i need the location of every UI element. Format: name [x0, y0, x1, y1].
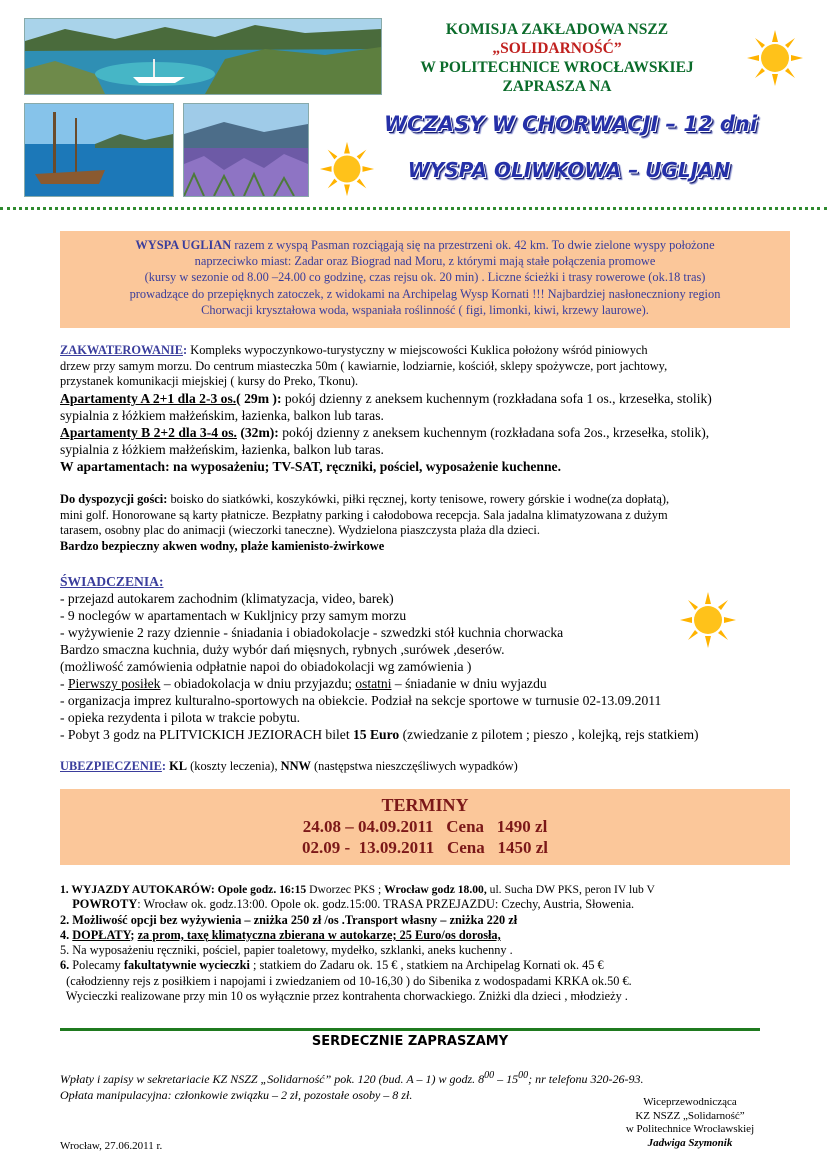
payment-phone: ; nr telefonu 320-26-93. [528, 1072, 644, 1086]
info-text: ; statkiem do Zadaru ok. 15 € , statkiem na Archipelag Kornati ok. 45 € [249, 958, 604, 973]
payment-line: – 15 [494, 1072, 519, 1086]
meal-prefix: - [60, 676, 68, 691]
amenities-safety: Bardzo bezpieczny akwen wodny, plaże kamienisto-żwirkowe [60, 538, 385, 553]
org-line: KOMISJA ZAKŁADOWA NSZZ [445, 21, 669, 38]
info-num: 6. [60, 958, 73, 973]
info-extra-fees-label: DOPŁATY [72, 927, 131, 942]
info-text: Polecamy [72, 958, 124, 973]
info-sep: ; [130, 927, 138, 942]
apartment-a-line2: sypialnia z łóżkiem małżeńskim, łazienka, balkon lub taras. [60, 407, 384, 423]
service-item: - opieka rezydenta i pilota w trakcie pobytu. [60, 710, 301, 725]
title-trip: WCZASY W CHORWACJI – 12 dni [384, 112, 758, 136]
photo-bay [24, 18, 382, 95]
signature-name: Jadwiga Szymonik [647, 1136, 733, 1149]
sun-icon [318, 140, 376, 198]
info-extra-fees-text: za prom, taxę klimatyczna zbierana w autokarze; 25 Euro/os dorosła, [137, 927, 501, 942]
info-excursions-label: fakultatywnie wycieczki [123, 958, 250, 973]
photo-lavender [183, 103, 309, 197]
services-section [60, 573, 795, 743]
meal-end: – śniadanie w dniu wyjazdu [391, 676, 547, 691]
dates-title: TERMINY [381, 795, 469, 815]
photo-sailboat [24, 103, 174, 197]
info-excursions-note: Wycieczki realizowane przy min 10 os wyłącznie przez kontrahenta chorwackiego. Zniżki dla dzieci , młodzieży . [60, 989, 628, 1004]
info-departure-wroclaw: Wrocław godz 18.00, [384, 883, 487, 896]
org-line: ZAPRASZA NA [502, 78, 612, 95]
insurance-kl-text: (koszty leczenia), [187, 759, 281, 773]
info-text: ul. Sucha DW PKS, peron IV lub V [486, 883, 655, 896]
amenities-line: tarasem, osobny plac do animacji (wieczorki taneczne). Wydzielona piaszczysta plaża dla dzieci. [60, 523, 540, 538]
plitvice-prefix: - Pobyt 3 godz na PLITVICKICH JEZIORACH bilet [60, 727, 353, 742]
insurance-heading: UBEZPIECZENIE [60, 759, 162, 773]
signature-line: Wiceprzewodnicząca [643, 1096, 737, 1108]
footer-divider [60, 1028, 760, 1031]
closing-invitation: SERDECZNIE ZAPRASZAMY [311, 1034, 509, 1049]
header-divider [0, 207, 827, 210]
intro-line: prowadzące do przepięknych zatoczek, z widokami na Archipelag Wysp Kornati !!! Najbardziej nasłoneczniony region [129, 286, 721, 301]
info-returns-label: POWROTY [60, 897, 138, 912]
intro-line: razem z wyspą Pasman rozciągają się na przestrzeni ok. 42 km. To dwie zielone wyspy położone [231, 238, 715, 252]
amenities-line: mini golf. Honorowane są karty płatnicze. Bezpłatny parking i całodobowa recepcja. Sala jadalna klimatyzowana z dużym [60, 507, 668, 522]
accommodation-heading: ZAKWATEROWANIE [60, 343, 184, 357]
service-item: - organizacja imprez kulturalno-sportowych na obiekcie. Podział na sekcje sportowe w turnusie 02-13.09.2011 [60, 693, 662, 708]
signature-line: w Politechnice Wrocławskiej [625, 1123, 755, 1135]
info-text: Dworzec PKS ; [306, 883, 385, 896]
signature-block [600, 1096, 780, 1150]
info-num: 1. [60, 883, 72, 896]
info-list [60, 882, 800, 1004]
info-departure-opole: WYJAZDY AUTOKARÓW: Opole godz. 16:15 [71, 883, 307, 896]
payment-fee: Opłata manipulacyjna: członkowie związku – 2 zł, pozostałe osoby – 8 zł. [60, 1088, 413, 1102]
document-date: Wrocław, 27.06.2011 r. [60, 1140, 163, 1152]
apartment-b-label: Apartamenty B 2+2 dla 3-4 os. [60, 424, 237, 440]
apartment-a-size: ( 29m ): [236, 390, 282, 406]
info-num: 4. [60, 927, 73, 942]
meal-last: ostatni [355, 676, 392, 691]
insurance-kl: KL [166, 759, 188, 773]
apartment-b-text: pokój dzienny z aneksem kuchennym (rozkładana sofa 2os., krzesełka, stolik), [278, 424, 710, 440]
apartment-b-line2: sypialnia z łóżkiem małżeńskim, łazienka, balkon lub taras. [60, 441, 384, 457]
accommodation-colon: : [183, 343, 188, 357]
plitvice-suffix: (zwiedzanie z pilotem ; pieszo , kolejką, rejs statkiem) [399, 727, 699, 742]
service-item: - przejazd autokarem zachodnim (klimatyzacja, video, barek) [60, 591, 394, 606]
payment-line: Wpłaty i zapisy w sekretariacie KZ NSZZ „Solidarność” pok. 120 (bud. A – 1) w godz. 8 [60, 1072, 485, 1086]
sun-icon [745, 28, 805, 88]
accommodation-section [60, 343, 795, 475]
service-item: (możliwość zamówienia odpłatnie napoi do obiadokolacji wg zamówienia ) [60, 659, 472, 674]
insurance-nnw: NNW [280, 759, 311, 773]
apartment-equipment: W apartamentach: na wyposażeniu; TV-SAT, ręczniki, pościel, wyposażenie kuchenne. [60, 458, 561, 474]
insurance-section [60, 759, 795, 775]
intro-line: (kursy w sezonie od 8.00 –24.00 co godzinę, czas rejsu ok. 20 min) . Liczne ścieżki i trasy rowerowe (ok.18 tras) [144, 270, 706, 285]
org-line: „SOLIDARNOŚĆ” [492, 40, 622, 57]
apartment-a-text: pokój dzienny z aneksem kuchennym (rozkładana sofa 1 os., krzesełka, stolik) [281, 390, 712, 406]
plitvice-price: 15 Euro [353, 727, 400, 742]
service-item: - 9 noclegów w apartamentach w Kukljnicy przy samym morzu [60, 608, 407, 623]
apartment-a-label: Apartamenty A 2+1 dla 2-3 os. [60, 390, 237, 406]
payment-hour-sup: 00 [518, 1070, 529, 1081]
apartment-b-size: (32m): [236, 424, 279, 440]
info-excursions-detail: (całodzienny rejs z posiłkiem i napojami i zwiedzaniem od 10-16,30 ) do Sibenika z wodospadami KRKA ok.50 €. [60, 973, 632, 988]
org-line: W POLITECHNICE WROCŁAWSKIEJ [420, 59, 694, 76]
date-price-row: 24.08 – 04.09.2011 Cena 1490 zl [302, 817, 548, 836]
intro-line: naprzeciwko miast: Zadar oraz Biograd nad Moru, z którymi mają stałe połączenia promowe [194, 254, 656, 269]
intro-island-name: WYSPA UGLIAN [135, 238, 232, 252]
organizer-header [392, 20, 722, 96]
meal-first: Pierwszy posiłek [67, 676, 161, 691]
service-item: Bardzo smaczna kuchnia, duży wybór dań mięsnych, rybnych ,surówek ,deserów. [60, 642, 505, 657]
services-heading: ŚWIADCZENIA: [60, 574, 164, 589]
dates-box [60, 789, 790, 865]
info-equipment: 5. Na wyposażeniu ręczniki, pościel, papier toaletowy, mydełko, szklanki, aneks kuchenny . [60, 943, 513, 958]
service-item: - wyżywienie 2 razy dziennie - śniadania i obiadokolacje - szwedzki stół kuchnia chorwacka [60, 625, 564, 640]
accommodation-line: przystanek komunikacji miejskiej ( kursy do Preko, Tkonu). [60, 374, 359, 389]
accommodation-line: Kompleks wypoczynkowo-turystyczny w miejscowości Kuklica położony wśród piniowych [187, 343, 648, 357]
insurance-nnw-text: (następstwa nieszczęśliwych wypadków) [310, 759, 518, 773]
intro-box [60, 231, 790, 328]
amenities-line: boisko do siatkówki, koszykówki, piłki ręcznej, korty tenisowe, rowery górskie i wodne(za dopłatą), [167, 492, 670, 506]
payment-hour-sup: 00 [484, 1070, 495, 1081]
title-island: WYSPA OLIWKOWA – UGLJAN [407, 158, 731, 182]
intro-line: Chorwacji kryształowa woda, wspaniała roślinność ( figi, limonki, kiwi, krzewy laurowe). [201, 302, 649, 317]
accommodation-line: drzew przy samym morzu. Do centrum miasteczka 50m ( kawiarnie, lodziarnie, kościół, sklepy spożywcze, port jachtowy, [60, 358, 668, 373]
amenities-section [60, 492, 795, 554]
meal-mid: – obiadokolacja w dniu przyjazdu; [160, 676, 356, 691]
insurance-colon: : [161, 759, 167, 773]
date-price-row: 02.09 - 13.09.2011 Cena 1450 zl [301, 838, 549, 857]
info-no-meals-option: 2. Możliwość opcji bez wyżywienia – zniżka 250 zł /os .Transport własny – zniżka 220 zł [60, 912, 518, 927]
amenities-heading: Do dyspozycji gości: [60, 492, 168, 506]
info-returns-text: : Wrocław ok. godz.13:00. Opole ok. godz.15:00. TRASA PRZEJAZDU: Czechy, Austria, Słowenia. [137, 897, 635, 912]
signature-line: KZ NSZZ „Solidarność” [635, 1109, 745, 1122]
